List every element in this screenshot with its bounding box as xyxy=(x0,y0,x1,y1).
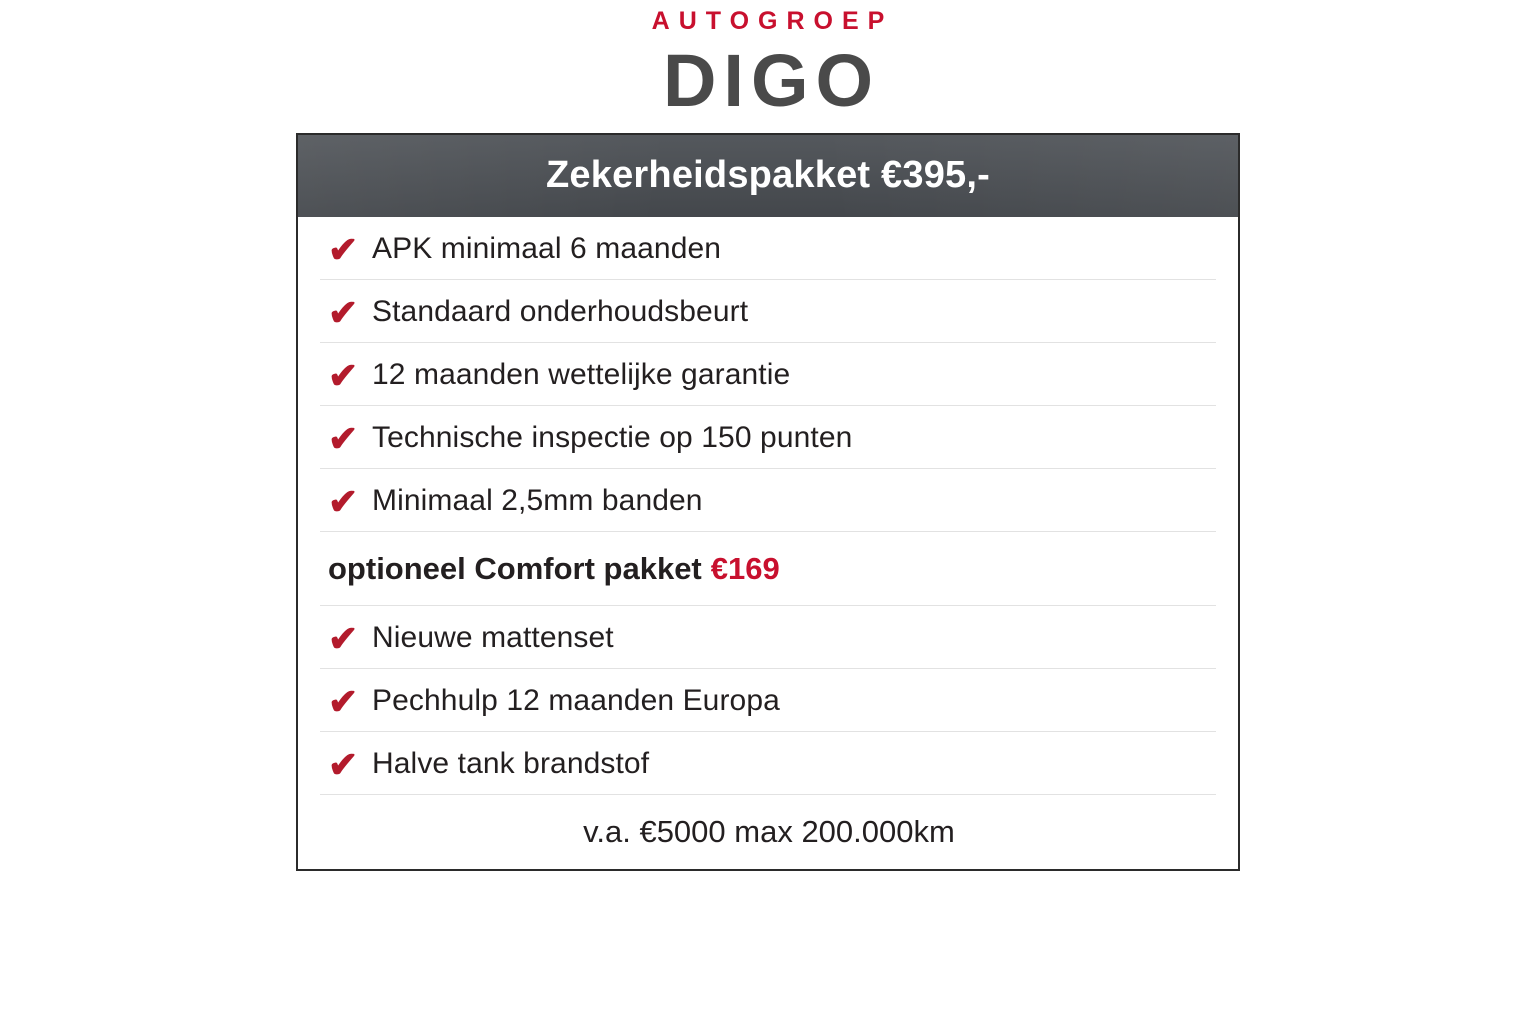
list-item-label: Standaard onderhoudsbeurt xyxy=(372,294,749,328)
check-icon: ✔ xyxy=(328,417,359,459)
optional-package-price: €169 xyxy=(710,551,780,586)
brand-name: DIGO xyxy=(662,38,881,122)
optional-package-heading xyxy=(298,532,1238,606)
list-item-label: Minimaal 2,5mm banden xyxy=(372,483,703,517)
list-item xyxy=(298,406,1238,469)
list-item xyxy=(298,469,1238,532)
list-item-label: 12 maanden wettelijke garantie xyxy=(372,357,791,391)
list-item xyxy=(298,343,1238,406)
check-icon: ✔ xyxy=(328,291,359,333)
package-list xyxy=(298,217,1238,869)
list-item-label: Technische inspectie op 150 punten xyxy=(372,420,853,454)
brand-header xyxy=(0,8,1536,123)
check-icon: ✔ xyxy=(328,617,359,659)
list-item xyxy=(298,732,1238,795)
list-item xyxy=(298,280,1238,343)
check-icon: ✔ xyxy=(328,354,359,396)
check-icon: ✔ xyxy=(328,480,359,522)
list-item xyxy=(298,669,1238,732)
check-icon: ✔ xyxy=(328,228,359,270)
card-footer xyxy=(298,795,1238,869)
list-item xyxy=(298,606,1238,669)
list-item-label: APK minimaal 6 maanden xyxy=(372,231,722,265)
list-item xyxy=(298,217,1238,280)
list-item-label: Halve tank brandstof xyxy=(372,746,650,780)
check-icon: ✔ xyxy=(328,743,359,785)
card-footer-text: v.a. €5000 max 200.000km xyxy=(583,814,955,849)
list-item-label: Nieuwe mattenset xyxy=(372,620,614,654)
brand-tagline: AUTOGROEP xyxy=(651,7,894,35)
package-card xyxy=(296,133,1240,871)
card-title: Zekerheidspakket €395,- xyxy=(298,135,1238,217)
optional-package-label: optioneel Comfort pakket xyxy=(328,551,702,586)
list-item-label: Pechhulp 12 maanden Europa xyxy=(372,683,780,717)
check-icon: ✔ xyxy=(328,680,359,722)
